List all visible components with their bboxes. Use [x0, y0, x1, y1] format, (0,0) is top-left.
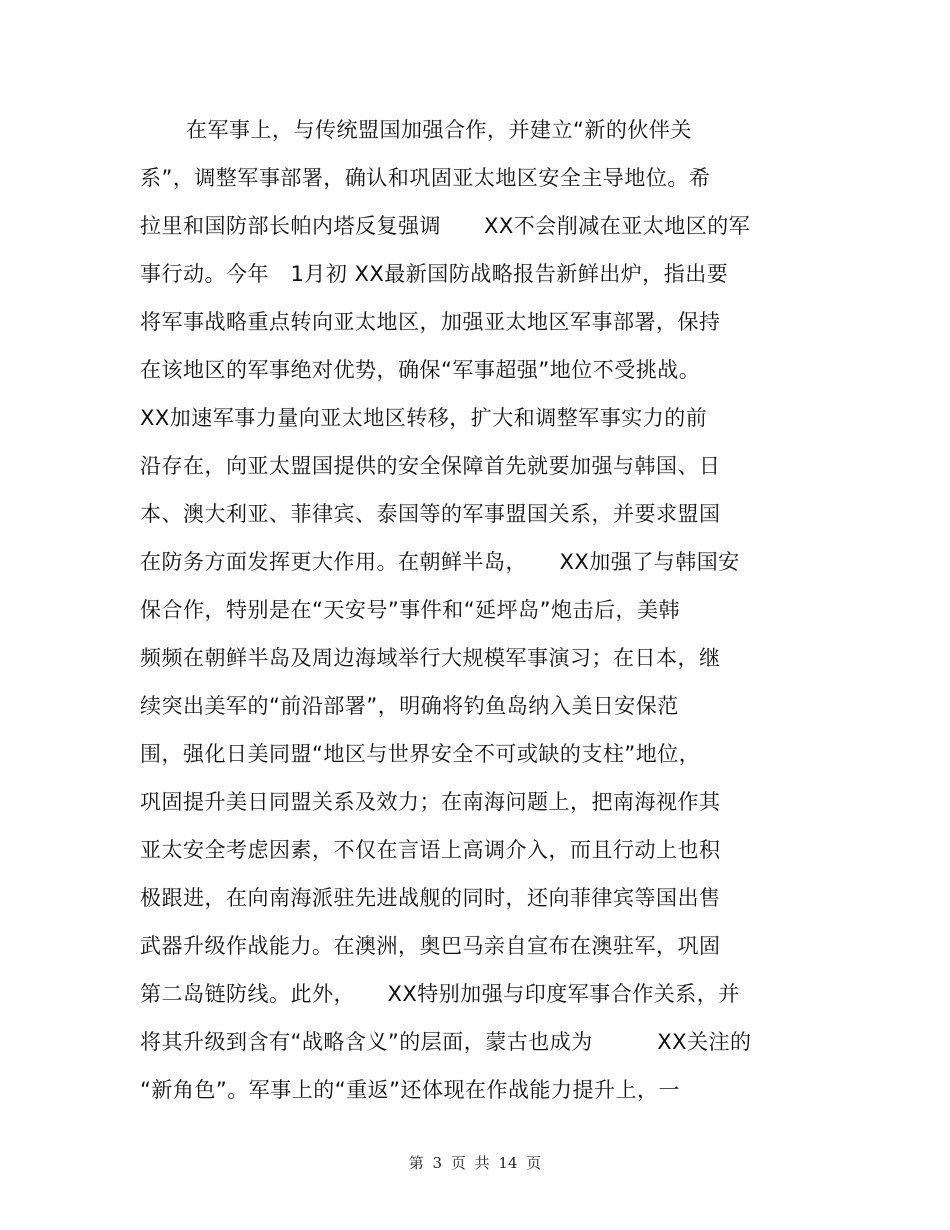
text-line-3: 拉里和国防部长帕内塔反复强调 XX不会削减在亚太地区的军: [140, 214, 751, 238]
text-line-5: 将军事战略重点转向亚太地区，加强亚太地区军事部署，保持: [140, 310, 721, 334]
text-line-4: 事行动。今年 1月初 XX最新国防战略报告新鲜出炉，指出要: [140, 262, 729, 286]
text-line-13: 续突出美军的“前沿部署”，明确将钓鱼岛纳入美日安保范: [140, 694, 679, 718]
text-line-7: XX加速军事力量向亚太地区转移，扩大和调整军事实力的前: [140, 406, 708, 430]
text-line-19: 第二岛链防线。此外， XX特别加强与印度军事合作关系，并: [140, 982, 740, 1006]
text-line-11: 保合作，特别是在“天安号”事件和“延坪岛”炮击后，美韩: [140, 598, 681, 622]
text-line-9: 本、澳大利亚、菲律宾、泰国等的军事盟国关系，并要求盟国: [140, 502, 721, 526]
text-line-21: “新角色”。军事上的“重返”还体现在作战能力提升上，一: [140, 1078, 681, 1102]
text-line-2: 系”，调整军事部署，确认和巩固亚太地区安全主导地位。希: [140, 166, 711, 190]
text-line-6: 在该地区的军事绝对优势，确保“军事超强”地位不受挑战。: [140, 358, 701, 382]
text-line-1: 在军事上，与传统盟国加强合作，并建立“新的伙伴关: [186, 118, 692, 142]
text-line-20: 将其升级到含有“战略含义”的层面，蒙古也成为 XX关注的: [140, 1030, 752, 1054]
text-line-17: 极跟进，在向南海派驻先进战舰的同时，还向菲律宾等国出售: [140, 886, 721, 910]
text-line-16: 亚太安全考虑因素，不仅在言语上高调介入，而且行动上也积: [140, 838, 721, 862]
text-line-12: 频频在朝鲜半岛及周边海域举行大规模军事演习；在日本，继: [140, 646, 721, 670]
text-line-8: 沿存在，向亚太盟国提供的安全保障首先就要加强与韩国、日: [140, 454, 721, 478]
text-line-14: 围，强化日美同盟“地区与世界安全不可或缺的支柱”地位，: [140, 742, 701, 766]
text-line-18: 武器升级作战能力。在澳洲，奥巴马亲自宣布在澳驻军，巩固: [140, 934, 721, 958]
page-number-footer: 第 3 页 共 14 页: [408, 1154, 542, 1172]
text-line-10: 在防务方面发挥更大作用。在朝鲜半岛， XX加强了与韩国安: [140, 550, 740, 574]
text-line-15: 巩固提升美日同盟关系及效力；在南海问题上，把南海视作其: [140, 790, 721, 814]
